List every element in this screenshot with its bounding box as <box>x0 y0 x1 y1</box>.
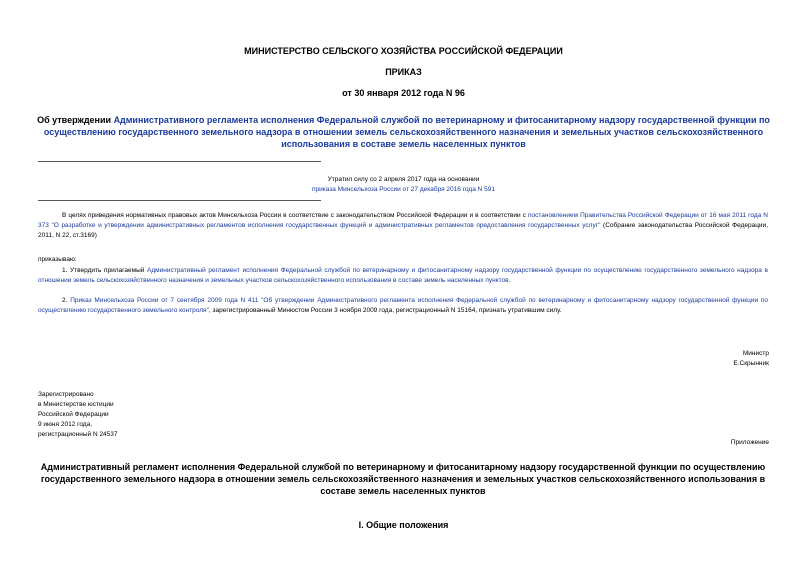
section-title: I. Общие положения <box>358 520 449 530</box>
item-2-paragraph <box>38 296 768 316</box>
registration-block <box>38 390 118 440</box>
order-title-link[interactable]: Административного регламента исполнения Федеральной службой по ветеринарному и фитосанитарному надзору государственной функции по осуществлению государственного земельного надзора в отношении земель сельскохозяйственного назначения и земельных участков сельскохозяйственного использования в составе земель населенных пунктов <box>43 115 770 149</box>
order-title <box>30 114 777 150</box>
doc-type-heading: ПРИКАЗ <box>385 67 422 77</box>
signature-block <box>733 349 769 369</box>
divider-bottom <box>38 200 321 201</box>
signature-name: Е.Скрынник <box>733 360 769 367</box>
item-1-text-2: . <box>508 277 511 284</box>
preamble-paragraph <box>38 211 768 241</box>
registration-line: в Министерстве юстиции <box>38 401 114 408</box>
registration-line: Российской Федерации <box>38 411 109 418</box>
item-1-paragraph <box>38 266 768 286</box>
item-1-text-1: 1. Утвердить прилагаемый <box>62 267 148 274</box>
divider-top <box>38 161 321 162</box>
status-line: Утратил силу со 2 апреля 2017 года на основании <box>327 176 480 183</box>
preamble-text-1: В целях приведения нормативных правовых актов Минсельхоза России в соответствие с законодательством Российской Федерации и в соответствии с <box>62 212 528 219</box>
item-2-text-2: , зарегистрированный Минюстом России 3 ноября 2009 года, регистрационный N 15164, признать утратившим силу. <box>208 307 562 314</box>
preamble-link[interactable]: постановлением Правительства Российской Федерации от 16 мая 2011 года N 373 "О разработке и утверждении административных регламентов исполнения государственных функций и административных регламентов предоставления государственных услуг" <box>38 212 768 229</box>
registration-line: Зарегистрировано <box>38 391 94 398</box>
signature-position: Министр <box>742 350 769 357</box>
item-1-link[interactable]: Административный регламент исполнения Федеральной службой по ветеринарному и фитосанитарному надзору государственной функции по осуществлению государственного земельного надзора в отношении земель сельскохозяйственного назначения и земельных участков сельскохозяйственного использования в составе земель населенных пунктов <box>38 267 768 284</box>
date-number-heading: от 30 января 2012 года N 96 <box>342 88 465 98</box>
appendix-label: Приложение <box>730 439 769 446</box>
registration-line: 9 июня 2012 года, <box>38 421 93 428</box>
regulation-title: Административный регламент исполнения Федеральной службой по ветеринарному и фитосанитарному надзору государственной функции по осуществлению государственного земельного надзора в отношении земель сельскохозяйственного назначения и земельных участков сельскохозяйственного использования в составе земель населенных пунктов <box>40 462 766 496</box>
order-title-prefix: Об утверждении <box>37 115 114 125</box>
status-link[interactable]: приказа Минсельхоза России от 27 декабря 2016 года N 591 <box>312 186 495 193</box>
order-word: приказываю: <box>38 256 77 263</box>
ministry-heading: МИНИСТЕРСТВО СЕЛЬСКОГО ХОЗЯЙСТВА РОССИЙСКОЙ ФЕДЕРАЦИИ <box>244 46 563 56</box>
registration-line: регистрационный N 24537 <box>38 431 118 438</box>
status-notice <box>0 175 807 195</box>
item-2-link[interactable]: Приказ Минсельхоза России от 7 сентября 2009 года N 411 "Об утверждении Административного регламента исполнения Федеральной службой по ветеринарному и фитосанитарному надзору государственной функции по осуществлению государственного земельного контроля" <box>38 297 768 314</box>
item-2-text-1: 2. <box>62 297 71 304</box>
preamble-text-2: (Собрание законодательства Российской Федерации, 2011, N 22, ст.3169) <box>38 222 769 239</box>
